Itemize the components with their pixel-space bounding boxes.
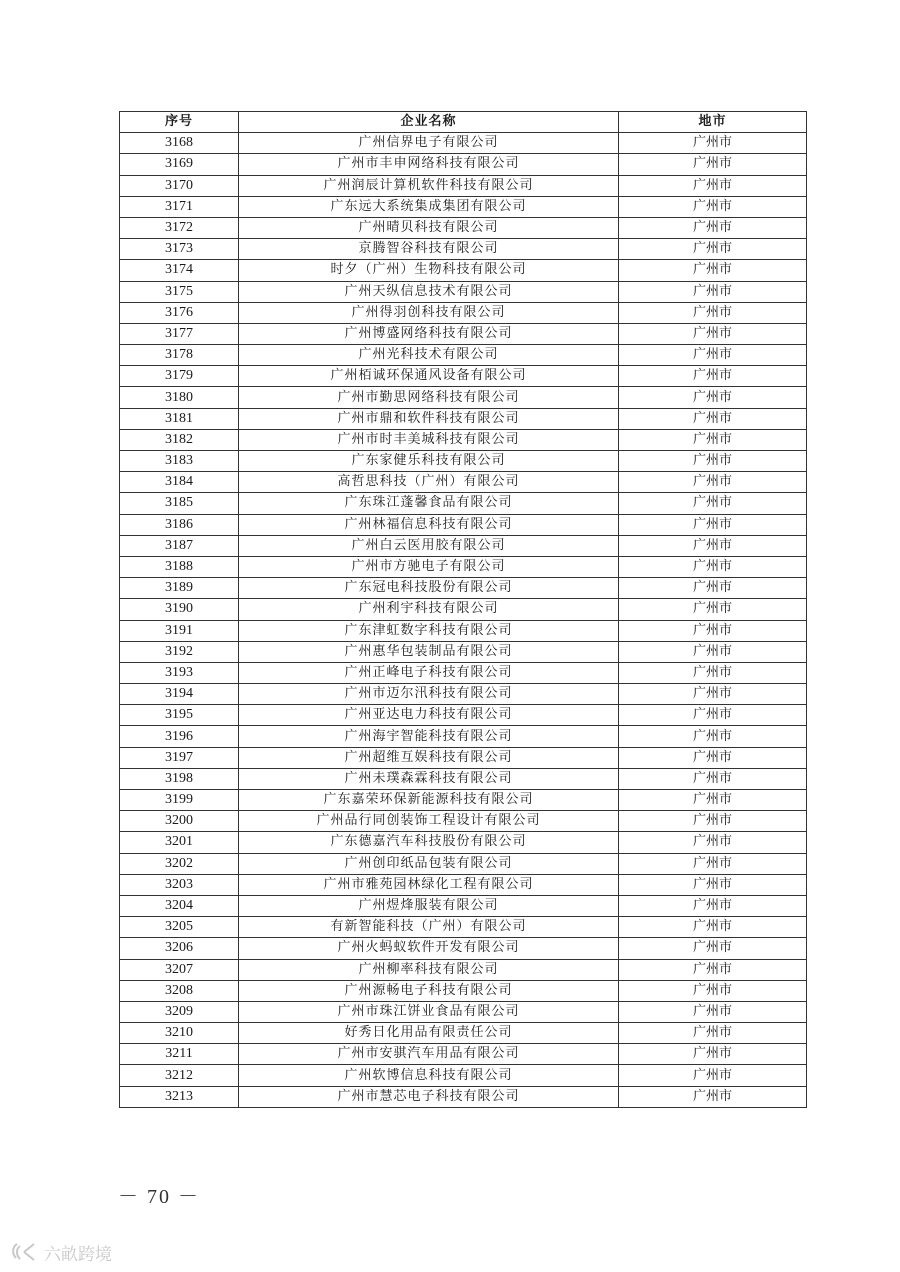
cell-company-name: 广州市迈尔汛科技有限公司 <box>239 684 619 705</box>
table-row <box>120 811 807 832</box>
table-row <box>120 1065 807 1086</box>
cell-city: 广州市 <box>619 493 807 514</box>
cell-city: 广州市 <box>619 938 807 959</box>
table-row <box>120 1044 807 1065</box>
cell-serial-number: 3206 <box>120 938 239 959</box>
cell-company-name: 广州利宇科技有限公司 <box>239 599 619 620</box>
table-row <box>120 1023 807 1044</box>
cell-city: 广州市 <box>619 514 807 535</box>
cell-serial-number: 3190 <box>120 599 239 620</box>
cell-company-name: 广州得羽创科技有限公司 <box>239 302 619 323</box>
cell-serial-number: 3179 <box>120 366 239 387</box>
cell-serial-number: 3182 <box>120 429 239 450</box>
cell-company-name: 广州光科技术有限公司 <box>239 345 619 366</box>
cell-city: 广州市 <box>619 345 807 366</box>
cell-city: 广州市 <box>619 790 807 811</box>
cell-serial-number: 3205 <box>120 917 239 938</box>
cell-serial-number: 3197 <box>120 747 239 768</box>
cell-company-name: 广东津虹数字科技有限公司 <box>239 620 619 641</box>
table-row <box>120 451 807 472</box>
cell-city: 广州市 <box>619 1044 807 1065</box>
cell-city: 广州市 <box>619 366 807 387</box>
cell-company-name: 广州柳率科技有限公司 <box>239 959 619 980</box>
cell-company-name: 广州市安骐汽车用品有限公司 <box>239 1044 619 1065</box>
table-row <box>120 239 807 260</box>
table-row <box>120 493 807 514</box>
cell-company-name: 广东家健乐科技有限公司 <box>239 451 619 472</box>
table-row <box>120 133 807 154</box>
cell-company-name: 广州栢诚环保通风设备有限公司 <box>239 366 619 387</box>
cell-company-name: 广州市鼎和软件科技有限公司 <box>239 408 619 429</box>
cell-company-name: 京腾智谷科技有限公司 <box>239 239 619 260</box>
cell-city: 广州市 <box>619 1023 807 1044</box>
table-row <box>120 917 807 938</box>
cell-company-name: 好秀日化用品有限责任公司 <box>239 1023 619 1044</box>
cell-city: 广州市 <box>619 451 807 472</box>
table-row <box>120 175 807 196</box>
cell-serial-number: 3186 <box>120 514 239 535</box>
cell-serial-number: 3174 <box>120 260 239 281</box>
cell-serial-number: 3204 <box>120 895 239 916</box>
cell-serial-number: 3208 <box>120 980 239 1001</box>
cell-company-name: 广州市珠江饼业食品有限公司 <box>239 1001 619 1022</box>
cell-city: 广州市 <box>619 662 807 683</box>
table-row <box>120 345 807 366</box>
cell-city: 广州市 <box>619 175 807 196</box>
table-row <box>120 366 807 387</box>
watermark <box>10 1240 112 1264</box>
cell-serial-number: 3188 <box>120 556 239 577</box>
cell-serial-number: 3192 <box>120 641 239 662</box>
cell-company-name: 广东远大系统集成集团有限公司 <box>239 196 619 217</box>
cell-city: 广州市 <box>619 768 807 789</box>
watermark-logo-icon <box>10 1240 40 1264</box>
cell-city: 广州市 <box>619 217 807 238</box>
page-number: － 70 － <box>118 1186 200 1208</box>
cell-serial-number: 3193 <box>120 662 239 683</box>
table-row <box>120 196 807 217</box>
table-row <box>120 260 807 281</box>
cell-city: 广州市 <box>619 260 807 281</box>
table-row <box>120 895 807 916</box>
cell-city: 广州市 <box>619 387 807 408</box>
header-company-name: 企业名称 <box>239 112 619 133</box>
table-row <box>120 323 807 344</box>
cell-serial-number: 3201 <box>120 832 239 853</box>
cell-company-name: 广州市时丰美城科技有限公司 <box>239 429 619 450</box>
cell-city: 广州市 <box>619 472 807 493</box>
cell-company-name: 广州源畅电子科技有限公司 <box>239 980 619 1001</box>
cell-company-name: 广州市勤思网络科技有限公司 <box>239 387 619 408</box>
cell-company-name: 广州博盛网络科技有限公司 <box>239 323 619 344</box>
table-row <box>120 790 807 811</box>
table-row <box>120 578 807 599</box>
table-row <box>120 556 807 577</box>
table-row <box>120 747 807 768</box>
table-row <box>120 705 807 726</box>
cell-company-name: 广州白云医用胶有限公司 <box>239 535 619 556</box>
cell-company-name: 广州未璞森霖科技有限公司 <box>239 768 619 789</box>
cell-serial-number: 3195 <box>120 705 239 726</box>
header-serial-number: 序号 <box>120 112 239 133</box>
cell-company-name: 广州正峰电子科技有限公司 <box>239 662 619 683</box>
cell-city: 广州市 <box>619 133 807 154</box>
cell-serial-number: 3180 <box>120 387 239 408</box>
table-row <box>120 938 807 959</box>
table-row <box>120 684 807 705</box>
cell-serial-number: 3170 <box>120 175 239 196</box>
header-city: 地市 <box>619 112 807 133</box>
cell-serial-number: 3176 <box>120 302 239 323</box>
cell-serial-number: 3185 <box>120 493 239 514</box>
cell-company-name: 广州天纵信息技术有限公司 <box>239 281 619 302</box>
cell-serial-number: 3181 <box>120 408 239 429</box>
cell-company-name: 广州市丰申网络科技有限公司 <box>239 154 619 175</box>
cell-serial-number: 3210 <box>120 1023 239 1044</box>
cell-city: 广州市 <box>619 599 807 620</box>
table-row <box>120 472 807 493</box>
cell-company-name: 广州市方驰电子有限公司 <box>239 556 619 577</box>
cell-company-name: 广州软博信息科技有限公司 <box>239 1065 619 1086</box>
cell-serial-number: 3187 <box>120 535 239 556</box>
cell-serial-number: 3213 <box>120 1086 239 1107</box>
cell-city: 广州市 <box>619 705 807 726</box>
table-row <box>120 154 807 175</box>
cell-serial-number: 3189 <box>120 578 239 599</box>
cell-serial-number: 3178 <box>120 345 239 366</box>
table-row <box>120 874 807 895</box>
table-row <box>120 1001 807 1022</box>
cell-serial-number: 3175 <box>120 281 239 302</box>
cell-serial-number: 3183 <box>120 451 239 472</box>
table-row <box>120 620 807 641</box>
cell-city: 广州市 <box>619 684 807 705</box>
cell-company-name: 广州创印纸品包装有限公司 <box>239 853 619 874</box>
table-row <box>120 726 807 747</box>
cell-city: 广州市 <box>619 811 807 832</box>
cell-city: 广州市 <box>619 196 807 217</box>
cell-serial-number: 3211 <box>120 1044 239 1065</box>
cell-company-name: 广州市慧芯电子科技有限公司 <box>239 1086 619 1107</box>
cell-city: 广州市 <box>619 917 807 938</box>
cell-city: 广州市 <box>619 832 807 853</box>
cell-company-name: 广东德嘉汽车科技股份有限公司 <box>239 832 619 853</box>
cell-city: 广州市 <box>619 980 807 1001</box>
cell-city: 广州市 <box>619 853 807 874</box>
table-row <box>120 662 807 683</box>
cell-city: 广州市 <box>619 556 807 577</box>
cell-serial-number: 3173 <box>120 239 239 260</box>
cell-company-name: 广州晴贝科技有限公司 <box>239 217 619 238</box>
cell-city: 广州市 <box>619 1065 807 1086</box>
cell-city: 广州市 <box>619 726 807 747</box>
cell-serial-number: 3184 <box>120 472 239 493</box>
cell-city: 广州市 <box>619 302 807 323</box>
cell-company-name: 广州惠华包装制品有限公司 <box>239 641 619 662</box>
table-header <box>120 112 807 133</box>
table-row <box>120 387 807 408</box>
cell-company-name: 广东冠电科技股份有限公司 <box>239 578 619 599</box>
cell-company-name: 有新智能科技（广州）有限公司 <box>239 917 619 938</box>
cell-company-name: 广州火蚂蚁软件开发有限公司 <box>239 938 619 959</box>
cell-city: 广州市 <box>619 874 807 895</box>
cell-company-name: 广州煜烽服装有限公司 <box>239 895 619 916</box>
cell-city: 广州市 <box>619 959 807 980</box>
cell-serial-number: 3194 <box>120 684 239 705</box>
table-row <box>120 853 807 874</box>
cell-serial-number: 3191 <box>120 620 239 641</box>
cell-serial-number: 3203 <box>120 874 239 895</box>
cell-company-name: 高哲思科技（广州）有限公司 <box>239 472 619 493</box>
watermark-text: 六畝跨境 <box>44 1244 112 1265</box>
table-row <box>120 641 807 662</box>
cell-company-name: 广州信界电子有限公司 <box>239 133 619 154</box>
cell-serial-number: 3196 <box>120 726 239 747</box>
cell-city: 广州市 <box>619 641 807 662</box>
cell-company-name: 广州林福信息科技有限公司 <box>239 514 619 535</box>
cell-company-name: 广州润辰计算机软件科技有限公司 <box>239 175 619 196</box>
cell-serial-number: 3169 <box>120 154 239 175</box>
table-row <box>120 980 807 1001</box>
table-row <box>120 217 807 238</box>
cell-city: 广州市 <box>619 578 807 599</box>
cell-company-name: 广东嘉荣环保新能源科技有限公司 <box>239 790 619 811</box>
table-body <box>120 133 807 1108</box>
cell-serial-number: 3198 <box>120 768 239 789</box>
cell-city: 广州市 <box>619 281 807 302</box>
table-row <box>120 1086 807 1107</box>
table-row <box>120 535 807 556</box>
cell-serial-number: 3172 <box>120 217 239 238</box>
cell-city: 广州市 <box>619 535 807 556</box>
cell-serial-number: 3199 <box>120 790 239 811</box>
cell-city: 广州市 <box>619 620 807 641</box>
header-row <box>120 112 807 133</box>
cell-city: 广州市 <box>619 747 807 768</box>
cell-city: 广州市 <box>619 239 807 260</box>
cell-company-name: 广州超维互娱科技有限公司 <box>239 747 619 768</box>
cell-city: 广州市 <box>619 1001 807 1022</box>
cell-city: 广州市 <box>619 895 807 916</box>
cell-city: 广州市 <box>619 323 807 344</box>
cell-city: 广州市 <box>619 408 807 429</box>
table-row <box>120 408 807 429</box>
cell-company-name: 广州市雅苑园林绿化工程有限公司 <box>239 874 619 895</box>
cell-serial-number: 3168 <box>120 133 239 154</box>
table-row <box>120 302 807 323</box>
company-table <box>119 111 807 1108</box>
cell-company-name: 时夕（广州）生物科技有限公司 <box>239 260 619 281</box>
cell-serial-number: 3200 <box>120 811 239 832</box>
cell-company-name: 广州品行同创装饰工程设计有限公司 <box>239 811 619 832</box>
cell-serial-number: 3177 <box>120 323 239 344</box>
table-row <box>120 514 807 535</box>
cell-serial-number: 3207 <box>120 959 239 980</box>
cell-serial-number: 3171 <box>120 196 239 217</box>
table-row <box>120 429 807 450</box>
cell-serial-number: 3202 <box>120 853 239 874</box>
cell-city: 广州市 <box>619 154 807 175</box>
cell-serial-number: 3209 <box>120 1001 239 1022</box>
table-row <box>120 281 807 302</box>
cell-company-name: 广东珠江蓬馨食品有限公司 <box>239 493 619 514</box>
table-row <box>120 959 807 980</box>
cell-company-name: 广州亚达电力科技有限公司 <box>239 705 619 726</box>
cell-company-name: 广州海宇智能科技有限公司 <box>239 726 619 747</box>
cell-city: 广州市 <box>619 1086 807 1107</box>
table-row <box>120 768 807 789</box>
cell-city: 广州市 <box>619 429 807 450</box>
table-row <box>120 599 807 620</box>
table-row <box>120 832 807 853</box>
cell-serial-number: 3212 <box>120 1065 239 1086</box>
